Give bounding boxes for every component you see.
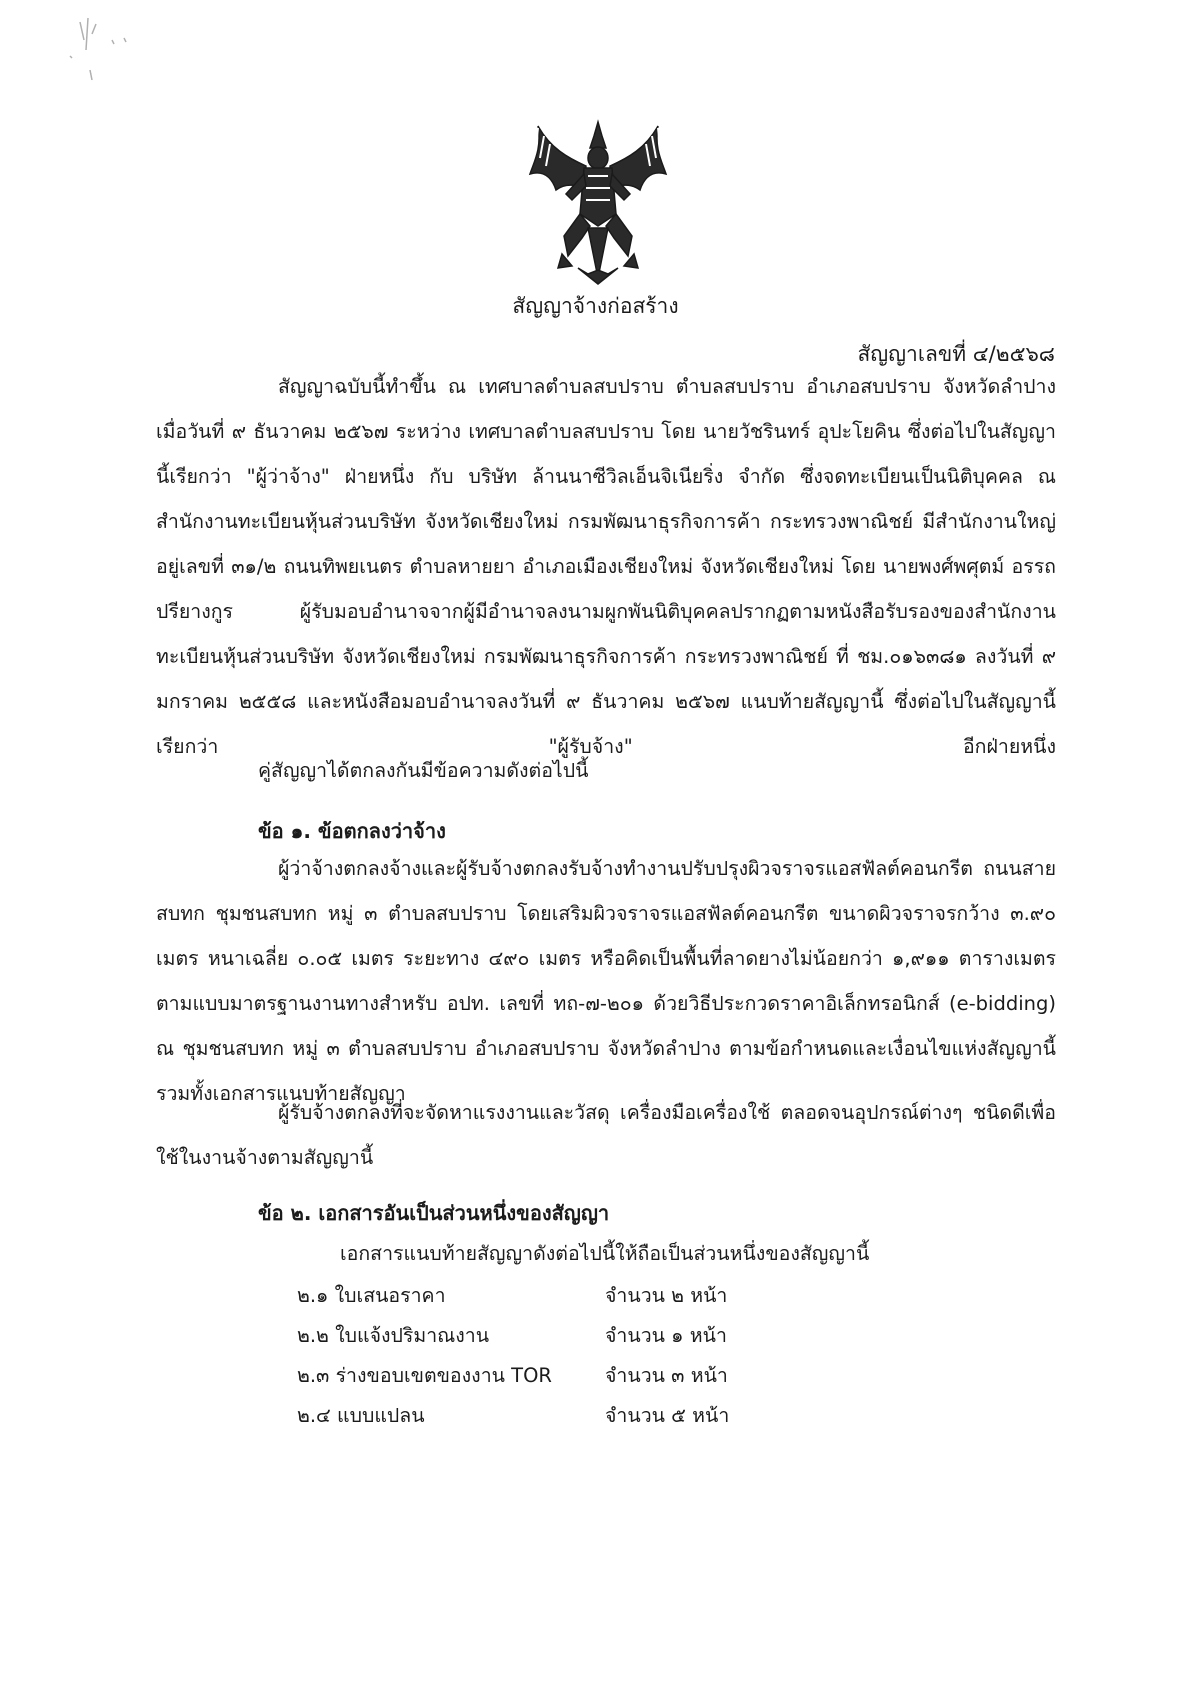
document-name: ๒.๔ แบบแปลน: [297, 1404, 425, 1427]
document-title: สัญญาจ้างก่อสร้าง: [512, 294, 679, 318]
clause-1-heading: ข้อ ๑. ข้อตกลงว่าจ้าง: [258, 819, 446, 843]
clause-1-body: ผู้ว่าจ้างตกลงจ้างและผู้รับจ้างตกลงรับจ้างทำงานปรับปรุงผิวจราจรแอสฟัลต์คอนกรีต ถนนสายสบทก ชุมชนสบทก หมู่ ๓ ตำบลสบปราบ โดยเสริมผิวจราจรแอสฟัลต์คอนกรีต ขนาดผิวจราจรกว้าง ๓.๙๐ เมตร หนาเฉลี่ย ๐.๐๕ เมตร ระยะทาง ๔๙๐ เมตร หรือคิดเป็นพื้นที่ลาดยางไม่น้อยกว่า ๑,๙๑๑ ตารางเมตร ตามแบบมาตรฐานงานทางสำหรับ อปท. เลขที่ ทถ-๗-๒๐๑ ด้วยวิธีประกวดราคาอิเล็กทรอนิกส์ (e-bidding) ณ ชุมชนสบทก หมู่ ๓ ตำบลสบปราบ อำเภอสบปราบ จังหวัดลำปาง ตามข้อกำหนดและเงื่อนไขแห่งสัญญานี้รวมทั้งเอกสารแนบท้ายสัญญา: [156, 857, 1056, 1105]
preamble-paragraph: สัญญาฉบับนี้ทำขึ้น ณ เทศบาลตำบลสบปราบ ตำบลสบปราบ อำเภอสบปราบ จังหวัดลำปาง เมื่อวันที่ ๙ ธันวาคม ๒๕๖๗ ระหว่าง เทศบาลตำบลสบปราบ โดย นายวัชรินทร์ อุปะโยคิน ซึ่งต่อไปในสัญญานี้เรียกว่า "ผู้ว่าจ้าง" ฝ่ายหนึ่ง กับ บริษัท ล้านนาซีวิลเอ็นจิเนียริ่ง จำกัด ซึ่งจดทะเบียนเป็นนิติบุคคล ณ สำนักงานทะเบียนหุ้นส่วนบริษัท จังหวัดเชียงใหม่ กรมพัฒนาธุรกิจการค้า กระทรวงพาณิชย์ มีสำนักงานใหญ่อยู่เลขที่ ๓๑/๒ ถนนทิพยเนตร ตำบลหายยา อำเภอเมืองเชียงใหม่ จังหวัดเชียงใหม่ โดย นายพงศ์พศุตม์ อรรถปรียางกูร ผู้รับมอบอำนาจจากผู้มีอำนาจลงนามผูกพันนิติบุคคลปรากฏตามหนังสือรับรองของสำนักงานทะเบียนหุ้นส่วนบริษัท จังหวัดเชียงใหม่ กรมพัฒนาธุรกิจการค้า กระทรวงพาณิชย์ ที่ ชม.๐๑๖๓๘๑ ลงวันที่ ๙ มกราคม ๒๕๕๘ และหนังสือมอบอำนาจลงวันที่ ๙ ธันวาคม ๒๕๖๗ แนบท้ายสัญญานี้ ซึ่งต่อไปในสัญญานี้เรียกว่า "ผู้รับจ้าง" อีกฝ่ายหนึ่ง: [156, 375, 1056, 758]
document-name: ๒.๒ ใบแจ้งปริมาณงาน: [297, 1324, 490, 1347]
garuda-emblem: [528, 118, 668, 288]
clause-2-intro: เอกสารแนบท้ายสัญญาดังต่อไปนี้ให้ถือเป็นส่วนหนึ่งของสัญญานี้: [340, 1242, 870, 1265]
document-page-count: จำนวน ๒ หน้า: [605, 1284, 728, 1307]
contract-number: สัญญาเลขที่ ๔/๒๕๖๘: [857, 342, 1055, 366]
document-page-count: จำนวน ๑ หน้า: [605, 1324, 727, 1347]
document-name: ๒.๑ ใบเสนอราคา: [297, 1284, 446, 1307]
document-page-count: จำนวน ๕ หน้า: [605, 1404, 730, 1427]
clause-1-body-2: ผู้รับจ้างตกลงที่จะจัดหาแรงงานและวัสดุ เครื่องมือเครื่องใช้ ตลอดจนอุปกรณ์ต่างๆ ชนิดดีเพื่อใช้ในงานจ้างตามสัญญานี้: [156, 1101, 1056, 1169]
document-name: ๒.๓ ร่างขอบเขตของงาน TOR: [297, 1364, 552, 1387]
document-page-count: จำนวน ๓ หน้า: [605, 1364, 728, 1387]
document-list-item: [297, 1360, 728, 1391]
document-list-item: [297, 1320, 727, 1351]
document-list-item: [297, 1280, 728, 1311]
document-list-item: [297, 1400, 730, 1431]
scan-artifact: [62, 10, 152, 90]
agreement-intro: คู่สัญญาได้ตกลงกันมีข้อความดังต่อไปนี้: [258, 759, 589, 782]
clause-2-heading: ข้อ ๒. เอกสารอันเป็นส่วนหนึ่งของสัญญา: [258, 1201, 610, 1225]
